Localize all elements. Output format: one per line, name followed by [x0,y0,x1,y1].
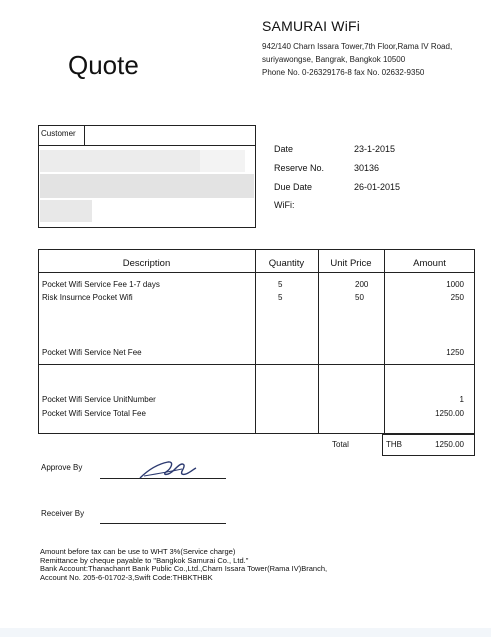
info-reserve-value: 30136 [354,163,380,173]
total-currency: THB [386,440,402,449]
info-due-date-label: Due Date [274,182,313,192]
company-address-line-2: suriyawongse, Bangrak, Bangkok 10500 [262,55,406,64]
net-fee-value: 1250 [446,348,464,357]
info-due-date-value: 26-01-2015 [354,182,401,192]
row-amount: 250 [450,293,464,302]
row-quantity: 5 [278,293,283,302]
row-description: Risk Insurnce Pocket Wifi [42,293,133,302]
info-date-label: Date [274,144,294,154]
company-phone: Phone No. 0-26329176-8 fax No. 02632-9350 [262,68,425,77]
table-header-divider [38,272,475,273]
info-reserve-label: Reserve No. [274,163,325,173]
row-unit-price: 200 [355,280,369,289]
receiver-signature-line [100,523,226,524]
row-amount: 1000 [446,280,464,289]
unit-number-value: 1 [459,395,464,404]
total-fee-value: 1250.00 [435,409,464,418]
items-table [38,249,475,434]
info-date-value: 23-1-2015 [354,144,396,154]
row-unit-price: 50 [355,293,364,302]
col-divider-2 [318,249,319,434]
col-divider-1 [255,249,256,434]
row-quantity: 5 [278,280,283,289]
net-fee-label: Pocket Wifi Service Net Fee [42,348,142,357]
customer-header-divider [85,145,256,146]
company-address-line-1: 942/140 Charn Issara Tower,7th Floor,Rama IV Road, [262,42,453,51]
page-bottom-edge [0,628,491,637]
info-wifi-label: WiFi: [274,200,295,210]
total-value: 1250.00 [435,440,464,449]
col-divider-3 [384,249,385,434]
customer-label: Customer [41,129,76,138]
note-line: Bank Account:Thanachanrt Bank Public Co.,Ltd.,Charn Issara Tower(Rama IV)Branch, [40,564,328,574]
row-description: Pocket Wifi Service Fee 1-7 days [42,280,160,289]
company-name: SAMURAI WiFi [262,18,361,34]
total-fee-label: Pocket Wifi Service Total Fee [42,409,146,418]
approve-by-label: Approve By [41,463,83,472]
document-title: Quote [68,50,139,80]
receiver-by-label: Receiver By [41,509,85,518]
note-line: Amount before tax can be use to WHT 3%(Service charge) [40,547,236,556]
table-section-divider [38,364,475,365]
payment-notes [40,548,327,582]
header-amount: Amount [413,258,446,269]
header-description: Description [122,258,171,269]
header-unit-price: Unit Price [330,258,372,269]
signature-scribble [138,456,198,482]
note-line: Remittance by cheque payable to "Bangkok Samurai Co., Ltd." [40,555,249,565]
total-label: Total [332,440,349,449]
header-quantity: Quantity [268,258,305,269]
unit-number-label: Pocket Wifi Service UnitNumber [42,395,156,404]
note-line: Account No. 205-6-01702-3,Swift Code:THBKTHBK [40,572,213,582]
